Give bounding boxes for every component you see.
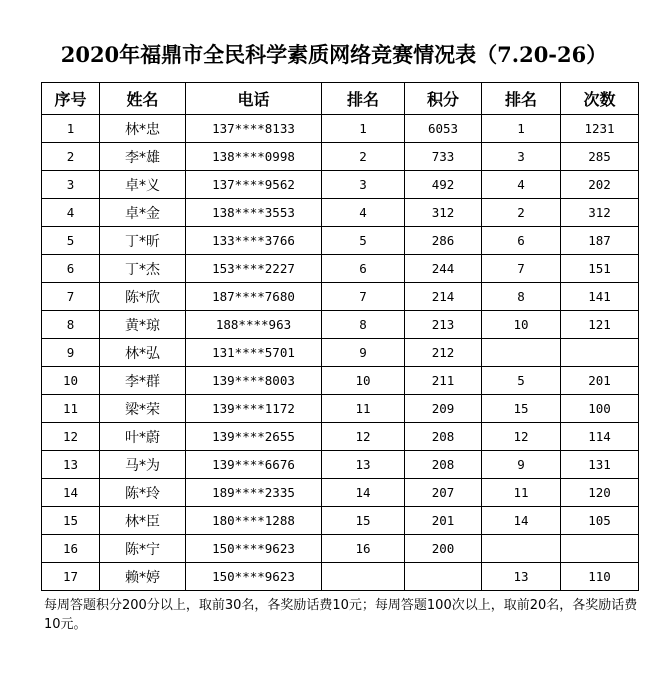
cell-score <box>405 563 482 591</box>
cell-score-rank: 2 <box>322 143 405 171</box>
cell-phone: 137****9562 <box>186 171 322 199</box>
cell-count: 151 <box>561 255 639 283</box>
table-row <box>42 395 639 423</box>
cell-score: 207 <box>405 479 482 507</box>
cell-name: 林*臣 <box>100 507 186 535</box>
cell-score: 312 <box>405 199 482 227</box>
cell-count-rank: 1 <box>482 115 561 143</box>
cell-count: 121 <box>561 311 639 339</box>
cell-score-rank: 15 <box>322 507 405 535</box>
cell-count-rank: 9 <box>482 451 561 479</box>
cell-no: 6 <box>42 255 100 283</box>
cell-name: 丁*杰 <box>100 255 186 283</box>
cell-phone: 188****963 <box>186 311 322 339</box>
cell-phone: 187****7680 <box>186 283 322 311</box>
cell-phone: 189****2335 <box>186 479 322 507</box>
cell-no: 16 <box>42 535 100 563</box>
cell-count-rank: 7 <box>482 255 561 283</box>
cell-name: 马*为 <box>100 451 186 479</box>
cell-score: 492 <box>405 171 482 199</box>
table-row <box>42 115 639 143</box>
cell-no: 10 <box>42 367 100 395</box>
cell-count: 285 <box>561 143 639 171</box>
cell-count: 110 <box>561 563 639 591</box>
cell-phone: 150****9623 <box>186 563 322 591</box>
cell-count-rank: 5 <box>482 367 561 395</box>
cell-score: 208 <box>405 451 482 479</box>
cell-score-rank: 14 <box>322 479 405 507</box>
table-row <box>42 451 639 479</box>
cell-no: 12 <box>42 423 100 451</box>
cell-name: 陈*玲 <box>100 479 186 507</box>
cell-count: 141 <box>561 283 639 311</box>
table-body <box>42 115 639 591</box>
table-row <box>42 283 639 311</box>
table-row <box>42 143 639 171</box>
cell-score-rank: 10 <box>322 367 405 395</box>
cell-count-rank: 6 <box>482 227 561 255</box>
cell-score: 201 <box>405 507 482 535</box>
cell-phone: 180****1288 <box>186 507 322 535</box>
cell-count-rank: 11 <box>482 479 561 507</box>
cell-score: 733 <box>405 143 482 171</box>
cell-score-rank: 8 <box>322 311 405 339</box>
cell-score-rank: 11 <box>322 395 405 423</box>
competition-table <box>41 82 639 591</box>
cell-name: 卓*金 <box>100 199 186 227</box>
table-header-row <box>42 83 639 115</box>
award-note: 每周答题积分200分以上，取前30名，各奖励话费10元；每周答题100次以上，取前20名，各奖励话费10元。 <box>44 598 638 632</box>
cell-no: 14 <box>42 479 100 507</box>
cell-no: 11 <box>42 395 100 423</box>
table-row <box>42 339 639 367</box>
cell-score: 286 <box>405 227 482 255</box>
cell-no: 5 <box>42 227 100 255</box>
cell-name: 梁*荣 <box>100 395 186 423</box>
cell-phone: 139****2655 <box>186 423 322 451</box>
cell-no: 1 <box>42 115 100 143</box>
cell-count-rank: 14 <box>482 507 561 535</box>
cell-no: 2 <box>42 143 100 171</box>
cell-count: 114 <box>561 423 639 451</box>
header-phone: 电话 <box>186 83 322 115</box>
cell-phone: 139****6676 <box>186 451 322 479</box>
cell-phone: 138****3553 <box>186 199 322 227</box>
header-score: 积分 <box>405 83 482 115</box>
cell-count: 100 <box>561 395 639 423</box>
cell-name: 李*群 <box>100 367 186 395</box>
cell-phone: 133****3766 <box>186 227 322 255</box>
header-count: 次数 <box>561 83 639 115</box>
cell-phone: 153****2227 <box>186 255 322 283</box>
cell-no: 7 <box>42 283 100 311</box>
cell-name: 陈*宁 <box>100 535 186 563</box>
cell-count-rank: 12 <box>482 423 561 451</box>
cell-no: 17 <box>42 563 100 591</box>
table-row <box>42 563 639 591</box>
cell-score: 208 <box>405 423 482 451</box>
header-no: 序号 <box>42 83 100 115</box>
cell-name: 林*弘 <box>100 339 186 367</box>
cell-score-rank: 9 <box>322 339 405 367</box>
header-count-rank: 排名 <box>482 83 561 115</box>
cell-name: 黄*琼 <box>100 311 186 339</box>
cell-score: 214 <box>405 283 482 311</box>
cell-name: 陈*欣 <box>100 283 186 311</box>
table-row <box>42 507 639 535</box>
cell-count-rank <box>482 535 561 563</box>
cell-name: 卓*义 <box>100 171 186 199</box>
cell-score: 200 <box>405 535 482 563</box>
cell-count: 120 <box>561 479 639 507</box>
cell-count-rank: 3 <box>482 143 561 171</box>
cell-score-rank: 13 <box>322 451 405 479</box>
cell-count-rank: 15 <box>482 395 561 423</box>
cell-count: 202 <box>561 171 639 199</box>
cell-count: 312 <box>561 199 639 227</box>
cell-no: 3 <box>42 171 100 199</box>
cell-score: 212 <box>405 339 482 367</box>
cell-score-rank: 3 <box>322 171 405 199</box>
cell-count-rank: 4 <box>482 171 561 199</box>
cell-count: 201 <box>561 367 639 395</box>
table-row <box>42 423 639 451</box>
cell-phone: 139****1172 <box>186 395 322 423</box>
cell-score: 211 <box>405 367 482 395</box>
cell-score-rank: 6 <box>322 255 405 283</box>
cell-score: 213 <box>405 311 482 339</box>
cell-name: 赖*婷 <box>100 563 186 591</box>
cell-count: 187 <box>561 227 639 255</box>
cell-no: 8 <box>42 311 100 339</box>
cell-count-rank: 13 <box>482 563 561 591</box>
cell-no: 9 <box>42 339 100 367</box>
cell-phone: 131****5701 <box>186 339 322 367</box>
cell-count: 105 <box>561 507 639 535</box>
table-row <box>42 227 639 255</box>
cell-no: 4 <box>42 199 100 227</box>
table-row <box>42 479 639 507</box>
cell-phone: 138****0998 <box>186 143 322 171</box>
header-name: 姓名 <box>100 83 186 115</box>
table-row <box>42 535 639 563</box>
cell-phone: 139****8003 <box>186 367 322 395</box>
cell-name: 李*雄 <box>100 143 186 171</box>
table-row <box>42 171 639 199</box>
cell-count-rank: 2 <box>482 199 561 227</box>
table-row <box>42 255 639 283</box>
cell-score: 244 <box>405 255 482 283</box>
cell-count-rank: 8 <box>482 283 561 311</box>
cell-score-rank: 1 <box>322 115 405 143</box>
table-row <box>42 311 639 339</box>
cell-count <box>561 535 639 563</box>
cell-score-rank: 12 <box>322 423 405 451</box>
cell-score-rank: 4 <box>322 199 405 227</box>
cell-no: 15 <box>42 507 100 535</box>
header-score-rank: 排名 <box>322 83 405 115</box>
cell-name: 丁*昕 <box>100 227 186 255</box>
cell-score-rank: 7 <box>322 283 405 311</box>
cell-count: 131 <box>561 451 639 479</box>
cell-count <box>561 339 639 367</box>
cell-score: 209 <box>405 395 482 423</box>
cell-phone: 150****9623 <box>186 535 322 563</box>
cell-count-rank: 10 <box>482 311 561 339</box>
table-row <box>42 367 639 395</box>
cell-score-rank <box>322 563 405 591</box>
cell-score-rank: 16 <box>322 535 405 563</box>
cell-count-rank <box>482 339 561 367</box>
cell-name: 林*忠 <box>100 115 186 143</box>
cell-score: 6053 <box>405 115 482 143</box>
cell-count: 1231 <box>561 115 639 143</box>
cell-name: 叶*蔚 <box>100 423 186 451</box>
table-row <box>42 199 639 227</box>
cell-score-rank: 5 <box>322 227 405 255</box>
cell-no: 13 <box>42 451 100 479</box>
page-title: 2020年福鼎市全民科学素质网络竞赛情况表（7.20-26） <box>60 42 608 67</box>
cell-phone: 137****8133 <box>186 115 322 143</box>
